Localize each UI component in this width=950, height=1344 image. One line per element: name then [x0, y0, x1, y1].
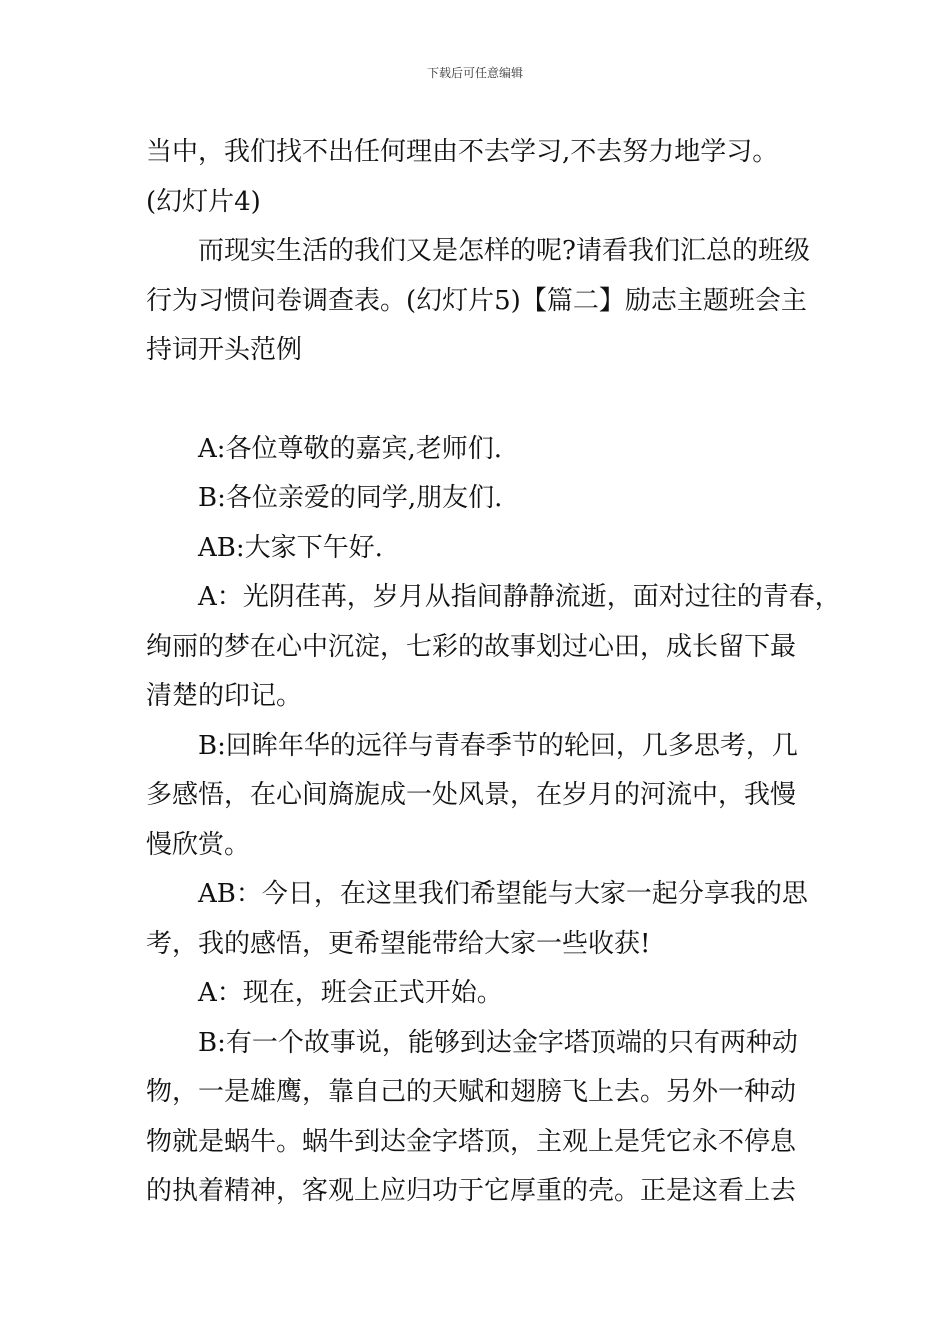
text-line: 物，一是雄鹰，靠自己的天赋和翅膀飞上去。另外一种动 — [146, 1077, 797, 1107]
dialogue-line: A：光阴荏苒，岁月从指间静静流逝，面对过往的青春， — [198, 582, 841, 612]
dialogue-line: A：现在，班会正式开始。 — [198, 978, 503, 1008]
document-body — [146, 128, 841, 1217]
dialogue-line: B:有一个故事说，能够到达金字塔顶端的只有两种动 — [198, 1027, 798, 1058]
text-line: 清楚的印记。 — [146, 681, 303, 711]
text-line: 多感悟，在心间旖旎成一处风景，在岁月的河流中，我慢 — [146, 780, 797, 810]
dialogue-line: A:各位尊敬的嘉宾,老师们. — [198, 433, 503, 464]
text-line: 慢欣赏。 — [146, 829, 251, 860]
text-line: 的执着精神，客观上应归功于它厚重的壳。正是这看上去 — [146, 1176, 797, 1206]
text-line: 物就是蜗牛。蜗牛到达金字塔顶，主观上是凭它永不停息 — [146, 1126, 797, 1157]
text-line: 当中，我们找不出任何理由不去学习,不去努力地学习。 — [146, 137, 779, 167]
paragraph-start: 而现实生活的我们又是怎样的呢?请看我们汇总的班级 — [198, 236, 810, 266]
text-line: 行为习惯问卷调查表。(幻灯片5)【篇二】励志主题班会主 — [146, 285, 807, 316]
text-line: 绚丽的梦在心中沉淀，七彩的故事划过心田，成长留下最 — [146, 631, 797, 662]
text-line: 持词开头范例 — [146, 335, 303, 365]
dialogue-line: B:回眸年华的远徉与青春季节的轮回，几多思考，几 — [198, 730, 798, 761]
text-line: (幻灯片4) — [146, 186, 261, 217]
paragraph-gap — [146, 376, 812, 425]
dialogue-line: AB:大家下午好. — [198, 532, 383, 563]
dialogue-line: B:各位亲爱的同学,朋友们. — [198, 483, 503, 513]
dialogue-line: AB：今日，在这里我们希望能与大家一起分享我的思 — [198, 879, 808, 909]
text-line: 考，我的感悟，更希望能带给大家一些收获! — [146, 928, 651, 959]
page-header: 下载后可任意编辑 — [426, 66, 523, 80]
